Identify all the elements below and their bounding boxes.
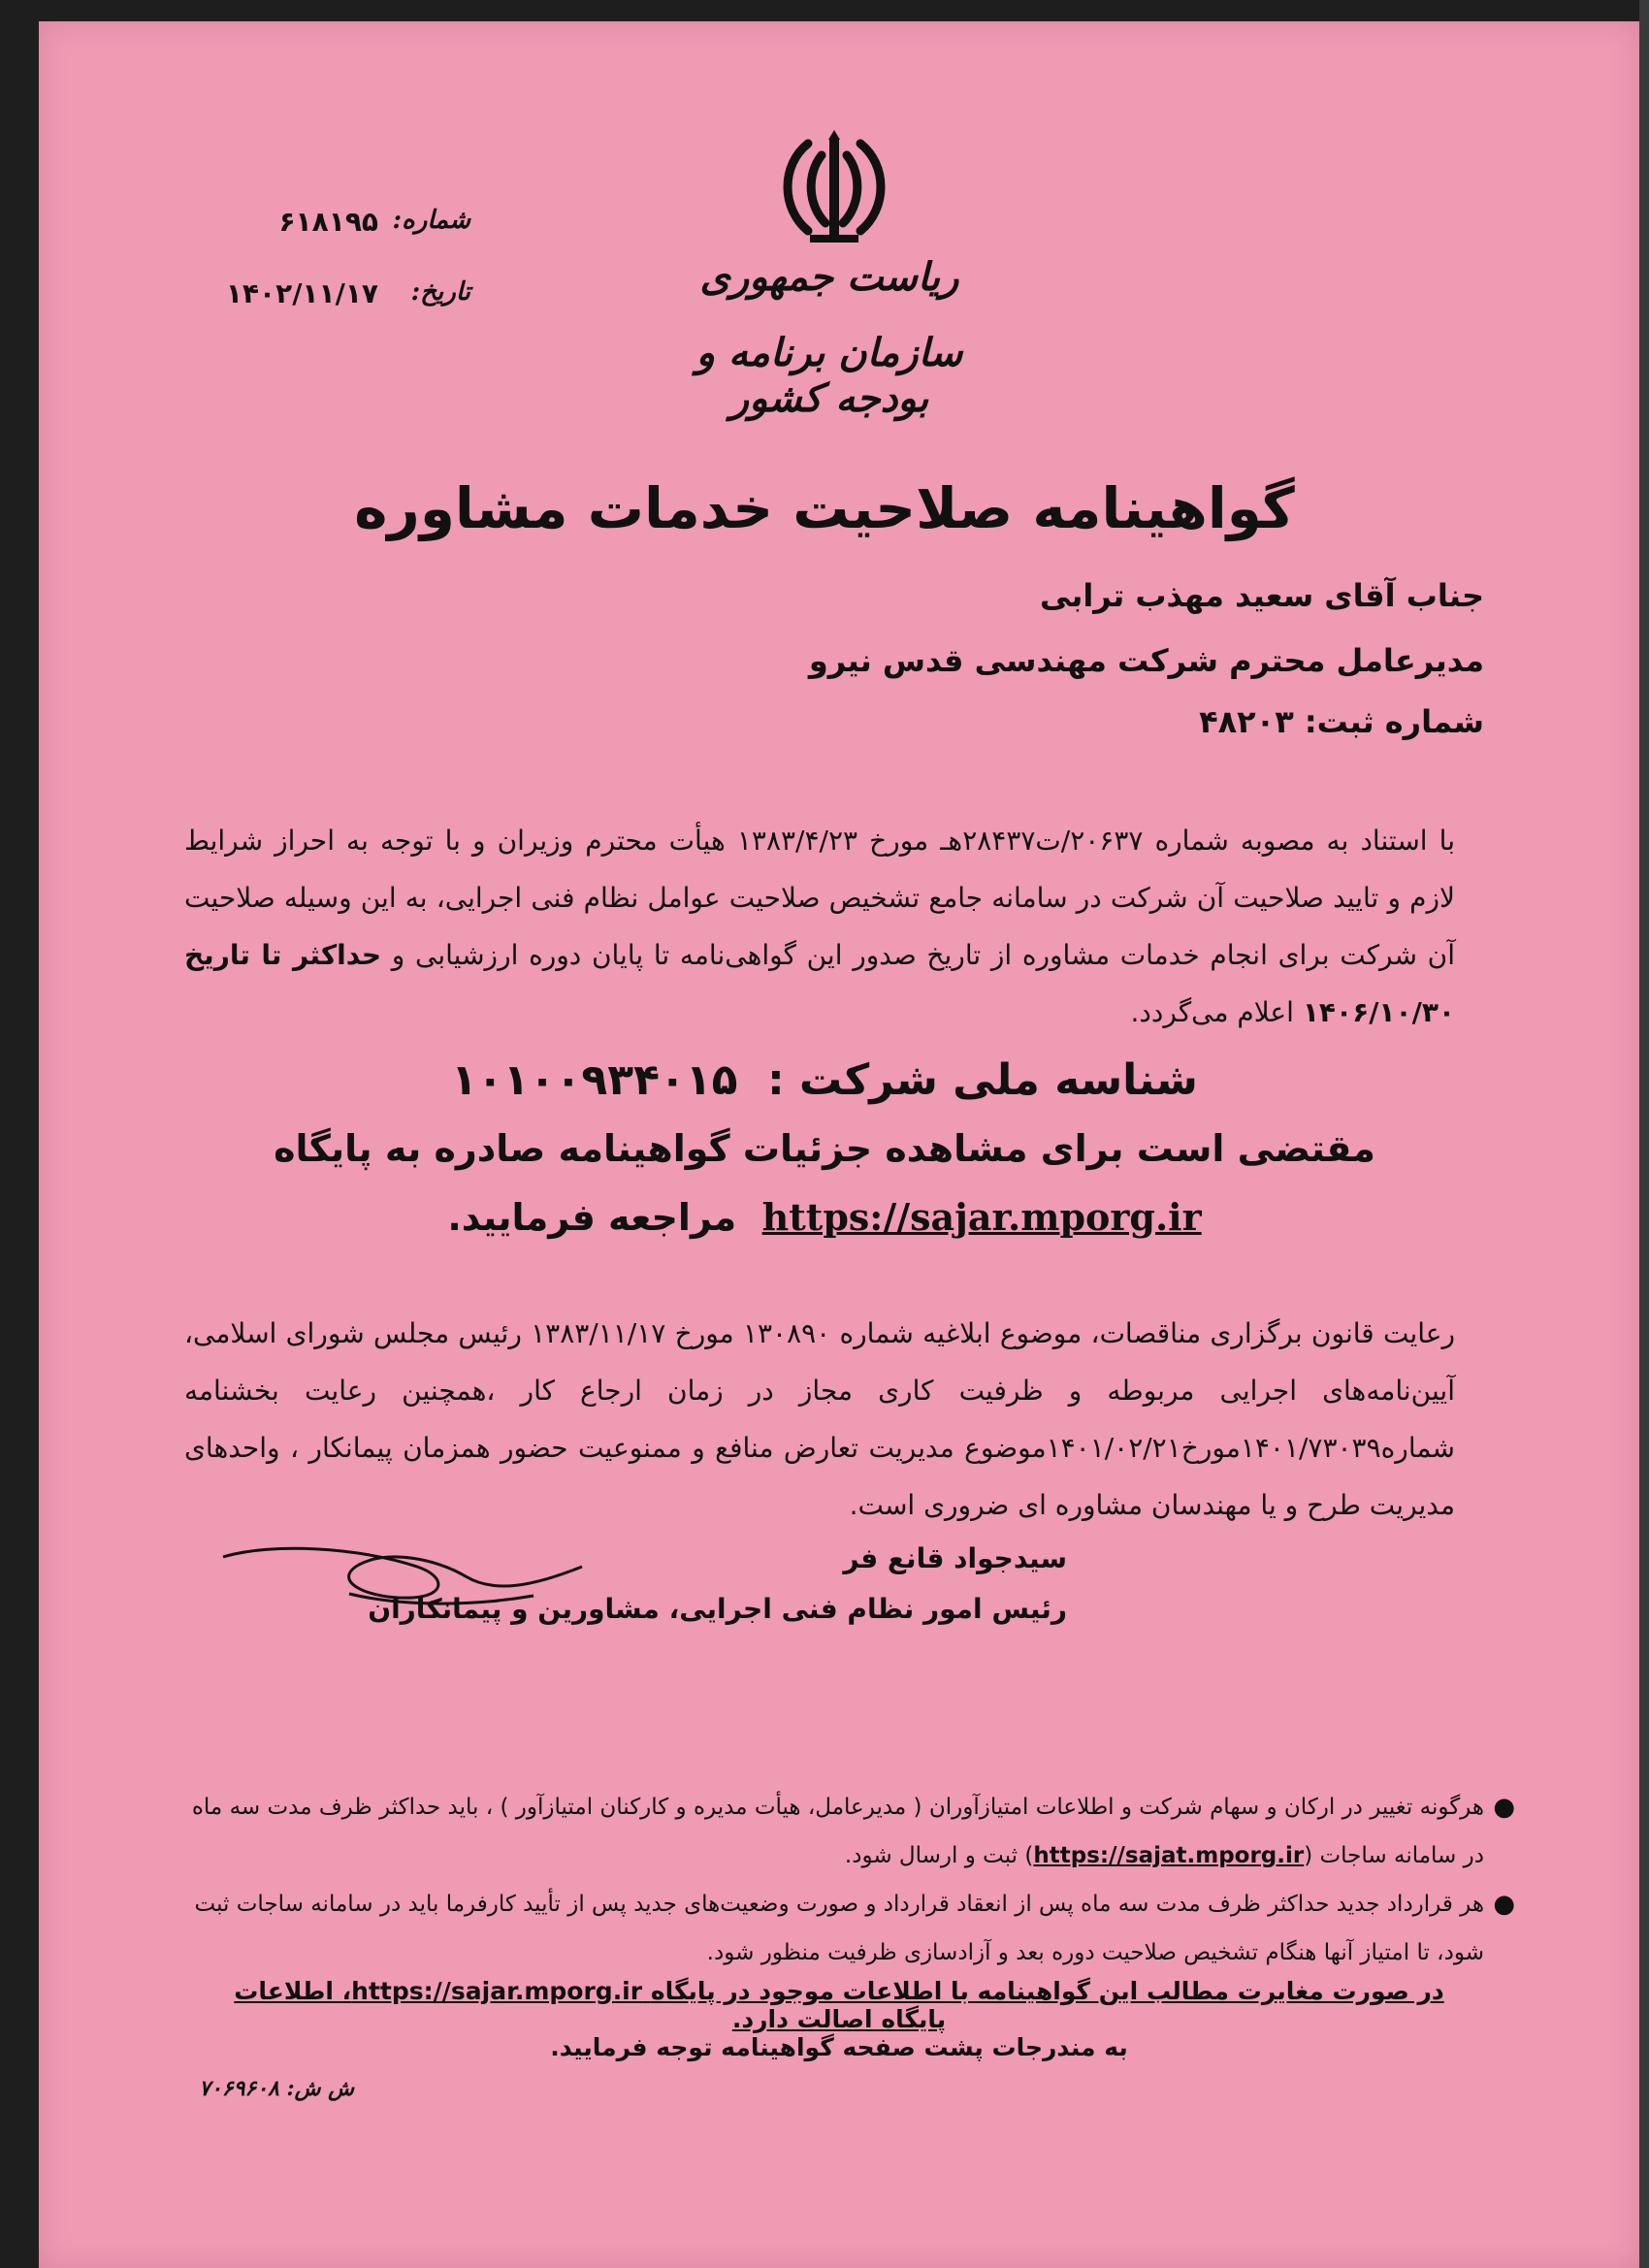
footnote-bullet-1 [184,1783,1515,1880]
serial-number: ش ش: ۷۰۶۹۶۰۸ [199,2076,354,2101]
sajar-link[interactable]: https://sajar.mporg.ir [761,1195,1202,1239]
page-title: گواهینامه صلاحیت خدمات مشاوره [354,475,1295,541]
date-label: تاریخ: [410,277,470,307]
bullet-dot-icon: ● [1493,1890,1515,1919]
addressee-name: جناب آقای سعید مهذب ترابی [1039,577,1484,614]
addressee-position: مدیرعامل محترم شرکت مهندسی قدس نیرو [808,642,1484,679]
footnote-1-tail: ) ثبت و ارسال شود. [844,1843,1034,1868]
iran-emblem-icon [771,126,897,247]
paragraph-compliance: رعایت قانون برگزاری مناقصات، موضوع ابلاغیه شماره ۱۳۰۸۹۰ مورخ ۱۳۸۳/۱۱/۱۷ رئیس مجلس شورای اسلامی، آیین‌نامه‌های اجرایی مربوطه و ظرفیت کاری مجاز در زمان ارجاع کار ،همچنین رعایت بخشنامه شماره۱۴۰۱/۷۳۰۳۹مورخ۱۴۰۱/۰۲/۲۱موضوع مدیریت تعارض منافع و ممنوعیت حضور همزمان پیمانکار ، واحدهای مدیریت طرح و یا مهندسان مشاوره ای ضروری است. [184,1317,1455,1521]
footnote-1-text: هرگونه تغییر در ارکان و سهام شرکت و اطلاعات امتیازآوران ( مدیرعامل، هیأت مدیره و کارکنان امتیازآور ) ، باید حداکثر ظرف مدت سه ماه در سامانه ساجات ( [191,1795,1484,1868]
signatory-name: سیدجواد قانع فر [843,1542,1067,1574]
number-value: ۶۱۸۱۹۵ [278,206,378,238]
national-id-value: ۱۰۱۰۰۹۳۴۰۱۵ [451,1055,738,1105]
footnote-bullet-2 [184,1880,1515,1977]
org-line-presidency: ریاست جمهوری [699,254,959,300]
paragraph-authorization-text: با استناد به مصوبه شماره ۲۰۶۳۷/ت۲۸۴۳۷هـ مورخ ۱۳۸۳/۴/۲۳ هیأت محترم وزیران و با توجه به احراز شرایط لازم و تایید صلاحیت آن شرکت در سامانه جامع تشخیص صلاحیت عوامل نظام فنی اجرایی، به این وسیله صلاحیت آن شرکت برای انجام خدمات مشاوره از تاریخ صدور این گواهی‌نامه تا پایان دوره ارزشیابی و [184,825,1455,971]
national-id [242,1055,1406,1105]
scanner-edge [1639,0,1649,2268]
national-id-label: شناسه ملی شرکت : [767,1055,1198,1105]
notice-line: مقتضی است برای مشاهده جزئیات گواهینامه صادره به پایگاه [274,1127,1375,1170]
validity-date: حداکثر تا تاریخ ۱۴۰۶/۱۰/۳۰ [184,939,1455,1028]
sajat-link[interactable]: https://sajat.mporg.ir [1033,1843,1305,1868]
signatory-position: رئیس امور نظام فنی اجرایی، مشاورین و پیمانکاران [368,1593,1067,1625]
notice-tail: مراجعه فرمایید. [447,1196,737,1239]
number-label: شماره: [392,206,470,235]
warning-tail: ، اطلاعات پایگاه اصالت دارد. [234,1977,947,2033]
footnote-2-text: هر قرارداد جدید حداکثر ظرف مدت سه ماه پس از انعقاد قرارداد و صورت وضعیت‌های جدید پس از تأیید کارفرما باید در سامانه ساجات ثبت شود، تا امتیاز آنها هنگام تشخیص صلاحیت دوره بعد و آزادسازی ظرفیت منظور شود. [194,1892,1484,1965]
paragraph-authorization-tail: اعلام می‌گردد. [1130,996,1294,1028]
paragraph-authorization [184,812,1455,1041]
org-line-plan-budget: سازمان برنامه و بودجه کشور [695,330,963,421]
date-value: ۱۴۰۲/۱۱/۱۷ [225,277,378,309]
warning-text: در صورت مغایرت مطالب این گواهینامه با اطلاعات موجود در پایگاه [650,1977,1444,2005]
authenticity-warning [223,1977,1455,2033]
back-page-note: به مندرجات پشت صفحه گواهینامه توجه فرمایید. [550,2033,1128,2061]
bullet-dot-icon: ● [1493,1793,1515,1822]
registration-number: شماره ثبت: ۴۸۲۰۳ [1199,703,1484,740]
warning-link[interactable]: https://sajar.mporg.ir [351,1977,643,2005]
notice-link-line [242,1195,1406,1239]
